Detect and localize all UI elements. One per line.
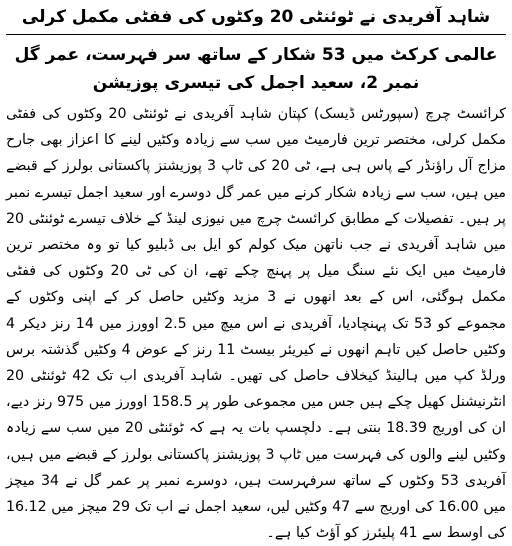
article-body: کرائسٹ چرچ (سپورٹس ڈیسک) کپتان شاہد آفریدی نے ٹوئنٹی 20 وکٹوں کی ففٹی مکمل کرلی، مختصر ترین فارمیٹ میں سب سے زیادہ وکٹیں لینے کا اعزاز بھی جارح مزاج آل راؤنڈر کے پاس ہی ہے، ٹی 20 کی ٹاپ 3 پوزیشنز پاکستانی بولرز کے قبضے میں ہیں، سب سے زیادہ شکار کرنے میں عمر گل دوسرے اور سعید اجمل تیسرے نمبر پر ہیں۔ تفصیلات کے مطابق کرائسٹ چرچ میں نیوزی لینڈ کے خلاف تیسرے ٹوئنٹی 20 میں شاہد آفریدی نے جب ناتھن میک کولم کو ایل بی ڈبلیو کیا تو وہ مختصر ترین فارمیٹ میں ایک نئے سنگ میل پر پہنچ چکے تھے، ان کی ٹی 20 وکٹوں کی ففٹی مکمل ہوگئی، اس کے بعد انھوں نے 3 مزید وکٹیں حاصل کر کے اپنی وکٹوں کے مجموعے کو 53 تک پہنچادیا، آفریدی نے اس میچ میں 2.5 اوورز میں 14 رنز دیکر 4 وکٹیں حاصل کیں تاہم انھوں نے کیریئر بیسٹ 11 رنز کے عوض 4 وکٹیں گذشتہ برس ورلڈ کپ میں ہالینڈ کیخلاف حاصل کی تھیں۔ شاہد آفریدی اب تک 42 ٹوئنٹی 20 انٹرنیشنل کھیل چکے ہیں جس میں مجموعی طور پر 158.5 اوورز میں 975 رنز دیے، ان کی اوریج 18.39 بنتی ہے۔ دلچسپ بات یہ ہے کہ ٹوئنٹی 20 میں سب سے زیادہ وکٹیں لینے والوں کی فہرست میں ٹاپ 3 پوزیشنز پاکستانی بولرز کے قبضے میں ہیں، آفریدی 53 وکٹوں کے ساتھ سرفہرست ہیں، دوسرے نمبر پر عمر گل نے 34 میچز میں 16.00 کی اوریج سے 47 وکٹیں لیں، سعید اجمل نے اب تک 29 میچز میں 16.12 کی اوسط سے 41 پلیئرز کو آؤٹ کیا ہے۔ [6,106,507,542]
article-headline: شاہد آفریدی نے ٹوئنٹی 20 وکٹوں کی ففٹی مکمل کرلی [21,7,491,27]
article-subheadline: عالمی کرکٹ میں 53 شکار کے ساتھ سر فہرست، عمر گل نمبر 2، سعید اجمل کی تیسری پوزیشن [14,45,498,93]
headline-divider [6,34,506,35]
